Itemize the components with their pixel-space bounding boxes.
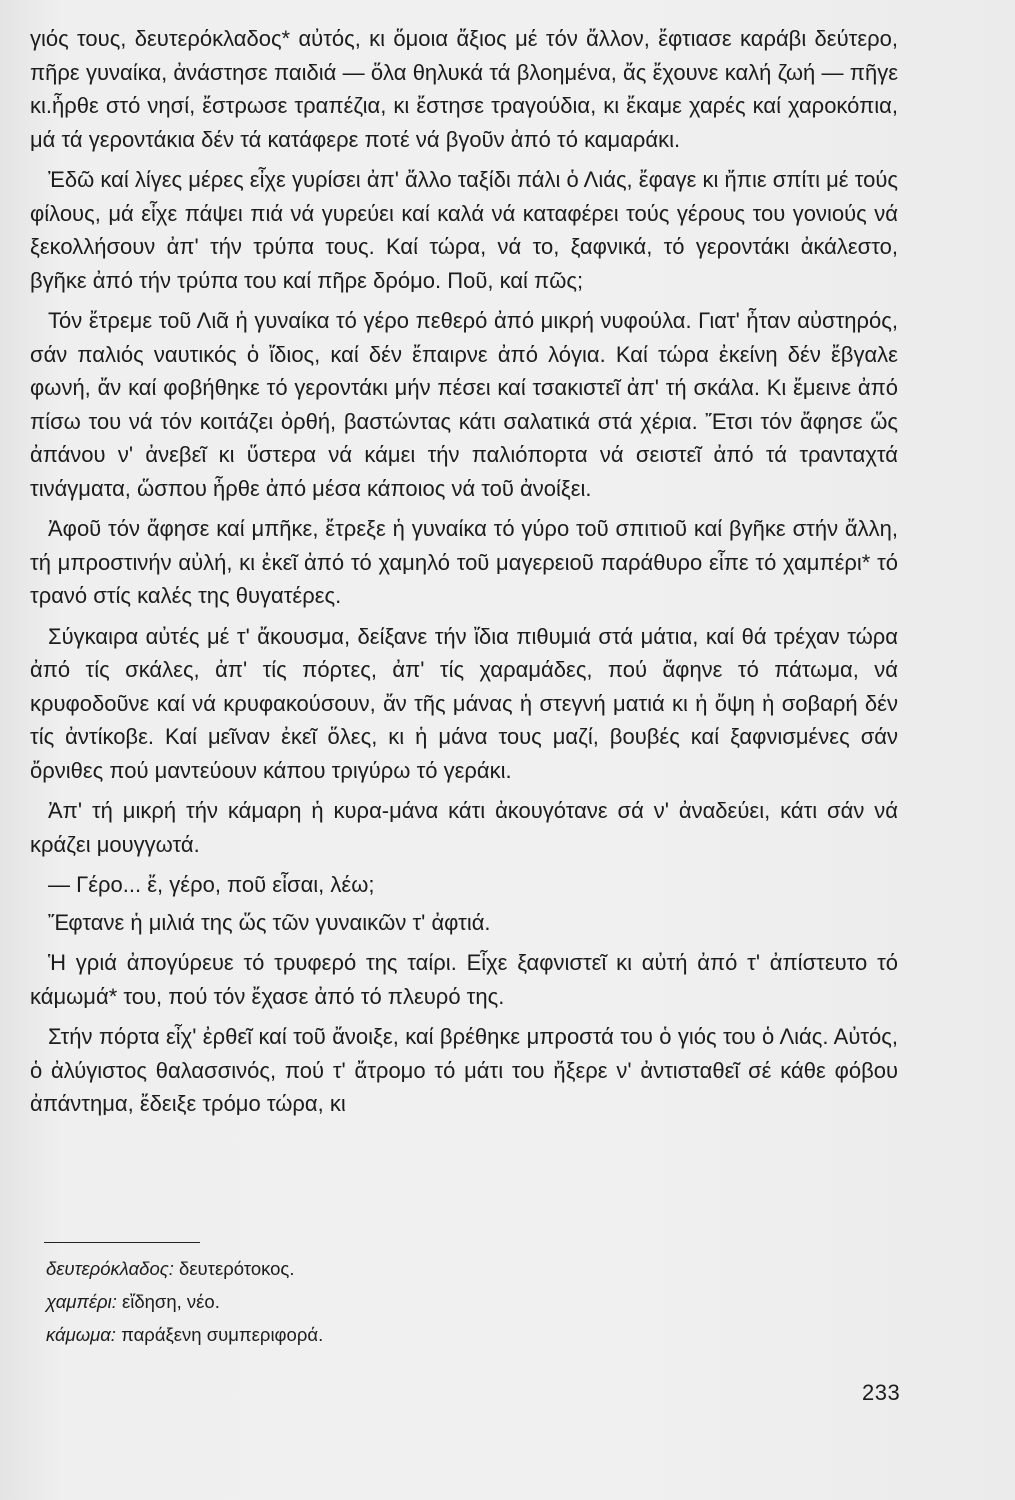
body-text [30,22,898,1128]
dialogue-line: — Γέρο... ἔ, γέρο, ποῦ εἶσαι, λέω; [48,872,375,897]
footnote-1 [46,1252,746,1285]
paragraph-6: Ἀπ' τή μικρή τήν κάμαρη ἡ κυρα-μάνα κάτι ἀκουγότανε σά ν' ἀναδεύει, κάτι σάν νά κράζει μουγγωτά. [30,798,898,857]
footnote-3 [46,1318,746,1351]
footnote-term: χαμπέρι: [46,1291,117,1312]
paragraph-7: Ἔφτανε ἡ μιλιά της ὥς τῶν γυναικῶν τ' ἀφτιά. [48,909,491,935]
footnotes [46,1252,746,1351]
paragraph-1: γιός τους, δευτερόκλαδος* αὐτός, κι ὅμοια ἄξιος μέ τόν ἄλλον, ἔφτιασε καράβι δεύτερο, πῆρε γυναίκα, ἀνάστησε παιδιά — ὅλα θηλυκά τά βλοημένα, ἄς ἔχουνε καλή ζωή — πῆγε κι.ἦρθε στό νησί, ἔστρωσε τραπέζια, κι ἔστησε τραγούδια, κι ἔκαμε χαρές καί χαροκόπια, μά τά γεροντάκια δέν τά κατάφερε ποτέ νά βγοῦν ἀπό τό καμαράκι. [30,26,898,152]
footnote-2 [46,1285,746,1318]
paragraph-2: Ἐδῶ καί λίγες μέρες εἶχε γυρίσει ἀπ' ἄλλο ταξίδι πάλι ὁ Λιάς, ἔφαγε κι ἤπιε σπίτι μέ τούς φίλους, μά εἶχε πάψει πιά νά γυρεύει καί καλά νά καταφέρει τούς γέρους του γονιούς νά ξεκολλήσουν ἀπ' τήν τρύπα τους. Καί τώρα, νά το, ξαφνικά, τό γεροντάκι ἀκάλεστο, βγῆκε ἀπό τήν τρύπα του καί πῆρε δρόμο. Ποῦ, καί πῶς; [30,167,898,293]
paragraph-9: Στήν πόρτα εἶχ' ἐρθεῖ καί τοῦ ἄνοιξε, καί βρέθηκε μπροστά του ὁ γιός του ὁ Λιάς. Αὐτός, ὁ ἀλύγιστος θαλασσινός, πού τ' ἄτρομο τό μάτι του ἤξερε ν' ἀντισταθεῖ σέ κάθε φόβου ἀπάντημα, ἔδειξε τρόμο τώρα, κι [30,1024,898,1116]
paragraph-8: Ἡ γριά ἀπογύρευε τό τρυφερό της ταίρι. Εἶχε ξαφνιστεῖ κι αὐτή ἀπό τ' ἀπίστευτο τό κάμωμά* του, πού τόν ἔχασε ἀπό τό πλευρό της. [30,950,898,1009]
footnote-definition: παράξενη συμπεριφορά. [121,1324,324,1345]
paragraph-5: Σύγκαιρα αὐτές μέ τ' ἄκουσμα, δείξανε τήν ἴδια πιθυμιά στά μάτια, καί θά τρέχαν τώρα ἀπό τίς σκάλες, ἀπ' τίς πόρτες, ἀπ' τίς χαραμάδες, πού ἄφηνε τό πάτωμα, νά κρυφοδοῦνε καί νά κρυφακούσουν, ἄν τῆς μάνας ἡ στεγνή ματιά κι ἡ ὄψη ἡ σοβαρή δέν τίς ἀντίκοβε. Καί μεῖναν ἐκεῖ ὅλες, κι ἡ μάνα τους μαζί, βουβές καί ξαφνισμένες σάν ὄρνιθες πού μαντεύουν κάπου τριγύρω τό γεράκι. [30,623,898,783]
page-number: 233 [862,1380,901,1405]
footnote-definition: δευτερότοκος. [179,1258,295,1279]
footnote-term: κάμωμα: [46,1324,116,1345]
paragraph-3: Τόν ἔτρεμε τοῦ Λιᾶ ἡ γυναίκα τό γέρο πεθερό ἀπό μικρή νυφούλα. Γιατ' ἦταν αὐστηρός, σάν παλιός ναυτικός ὁ ἴδιος, καί δέν ἔπαιρνε ἀπό λόγια. Καί τώρα ἐκείνη δέν ἔβγαλε φωνή, ἄν καί φοβήθηκε τό γεροντάκι μήν πέσει καί τσακιστεῖ ἀπ' τή σκάλα. Κι ἔμεινε ἀπό πίσω του νά τόν κοιτάζει ὀρθή, βαστώντας κάτι σαλατικά στά χέρια. Ἔτσι τόν ἄφησε ὥς ἀπάνου ν' ἀνεβεῖ κι ὕστερα νά κάμει τήν παλιόπορτα νά σειστεῖ ἀπό τά τρανταχτά τινάγματα, ὥσπου ἦρθε ἀπό μέσα κάποιος νά τοῦ ἀνοίξει. [30,308,898,501]
footnote-term: δευτερόκλαδος: [46,1258,174,1279]
paragraph-4: Ἀφοῦ τόν ἄφησε καί μπῆκε, ἔτρεξε ἡ γυναίκα τό γύρο τοῦ σπιτιοῦ καί βγῆκε στήν ἄλλη, τή μπροστινήν αὐλή, κι ἐκεῖ ἀπό τό χαμηλό τοῦ μαγερειοῦ παράθυρο εἶπε τό χαμπέρι* τό τρανό στίς καλές της θυγατέρες. [30,516,898,608]
footnote-definition: εἴδηση, νέο. [121,1291,220,1312]
footnote-divider [44,1242,200,1243]
